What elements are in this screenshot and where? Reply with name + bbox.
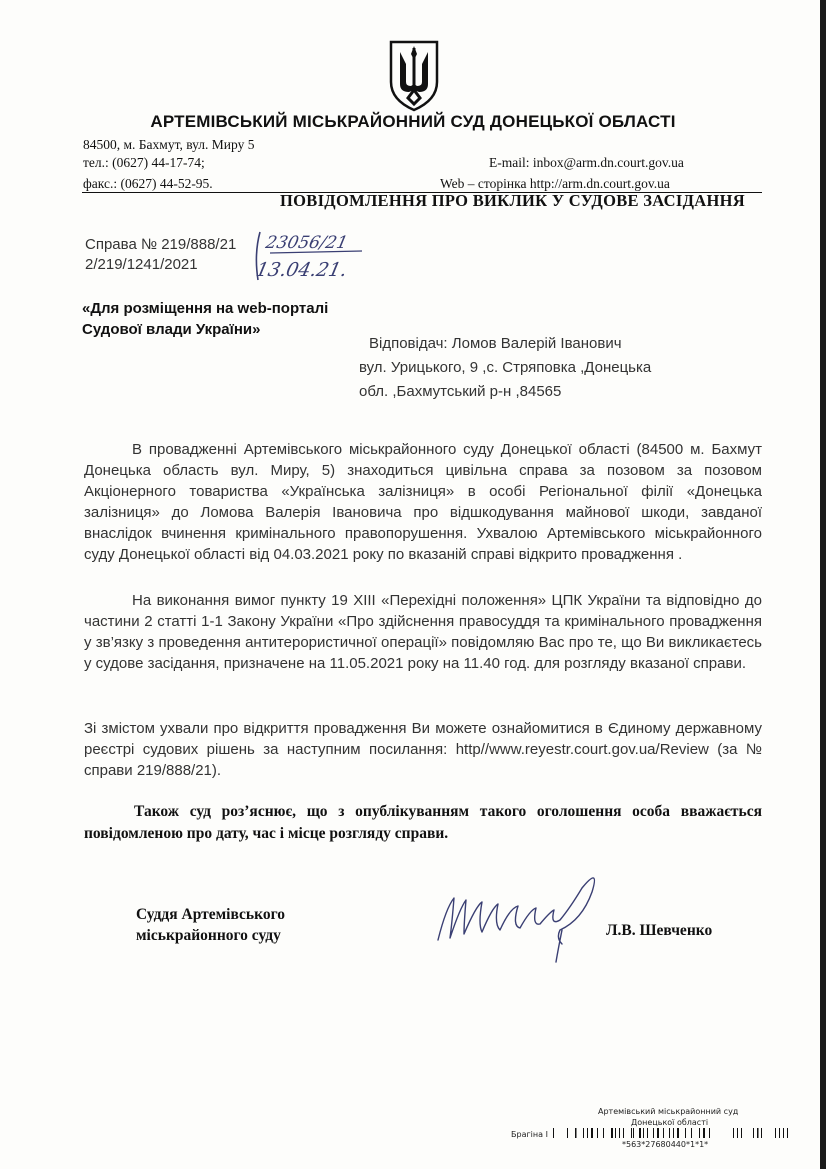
body-paragraph: На виконання вимог пункту 19 ХІІІ «Перехідні положення» ЦПК України та відповідно до частини 2 статті 1-1 Закону України «Про здійснення правосуддя та кримінального провадження у зв’язку з проведення антитерористичної операції» повідомляю Вас про те, що Ви викликаєтесь у судове засідання, призначене на 11.05.2021 року на 11.40 год. для розгляду вказаної справи.	[84, 592, 762, 672]
notice-title: ПОВІДОМЛЕННЯ ПРО ВИКЛИК У СУДОВЕ ЗАСІДАННЯ	[280, 191, 745, 210]
body-paragraph: В провадженні Артемівського міськрайонного суду Донецької області (84500 м. Бахмут Донецька область вул. Миру, 5) знаходиться цивільна справа за позовом за позовом Акціонерного товариства «Українська залізниця» в особі Регіональної філії «Донецька залізниця» до Ломова Валерія Івановича про відшкодування майнової шкоди, завданої внаслідок вчинення кримінального правопорушення. Ухвалою Артемівського міськрайонного суду Донецької області від 04.03.2021 року по вказаній справі відкрито провадження .	[84, 441, 762, 563]
defendant-name: Відповідач: Ломов Валерій Іванович	[369, 335, 622, 352]
proceeding-number: 2/219/1241/2021	[85, 256, 198, 273]
barcode-text: *563*27680440*1*1*	[622, 1140, 709, 1149]
portal-note-line1: «Для розміщення на web-порталі	[82, 300, 329, 317]
registry-stamp-line2: Донецької області	[631, 1118, 709, 1127]
judge-title-line1: Суддя Артемівського	[136, 906, 286, 923]
defendant-address-line2: обл. ,Бахмутський р-н ,84565	[359, 383, 562, 400]
clerk-label: Брагіна І	[511, 1130, 548, 1139]
judge-title-line2: міськрайонного суду	[136, 927, 281, 944]
coat-of-arms-icon	[387, 38, 441, 112]
case-number: Справа № 219/888/21	[85, 236, 237, 253]
judge-name: Л.В. Шевченко	[606, 922, 713, 939]
judge-title	[136, 904, 285, 946]
handwritten-reg-number: 23056/21	[263, 233, 350, 253]
court-address: 84500, м. Бахмут, вул. Миру 5	[83, 137, 255, 152]
handwritten-registration	[250, 224, 370, 286]
portal-note	[82, 298, 328, 340]
handwritten-signature	[432, 868, 612, 964]
registry-stamp-line1: Артемівський міськрайонний суд	[598, 1107, 739, 1116]
defendant-address-line1: вул. Урицького, 9 ,с. Стряповка ,Донецька	[359, 359, 652, 376]
court-phone: тел.: (0627) 44-17-74;	[83, 155, 205, 170]
barcode-icon	[553, 1128, 798, 1138]
portal-note-line2: Судової влади України»	[82, 321, 261, 338]
scan-edge	[820, 0, 826, 1169]
court-fax: факс.: (0627) 44-52-95.	[83, 176, 213, 191]
body-paragraph: Зі змістом ухвали про відкриття провадження Ви можете ознайомитися в Єдиному державному реєстрі судових рішень за наступним посилання: http//www.reyestr.court.gov.ua/Review (за № справи 219/888/21).	[84, 720, 762, 779]
notice-clarification: Також суд роз’яснює, що з опублікуванням такого оголошення особа вважається повідомленою про дату, час і місце розгляду справи.	[84, 803, 762, 842]
court-website: Web – сторінка http://arm.dn.court.gov.ua	[440, 176, 670, 191]
court-name: АРТЕМІВСЬКИЙ МІСЬКРАЙОННИЙ СУД ДОНЕЦЬКОЇ ОБЛАСТІ	[150, 112, 676, 131]
handwritten-reg-date: 13.04.21.	[253, 258, 350, 281]
court-email: E-mail: inbox@arm.dn.court.gov.ua	[489, 155, 684, 170]
